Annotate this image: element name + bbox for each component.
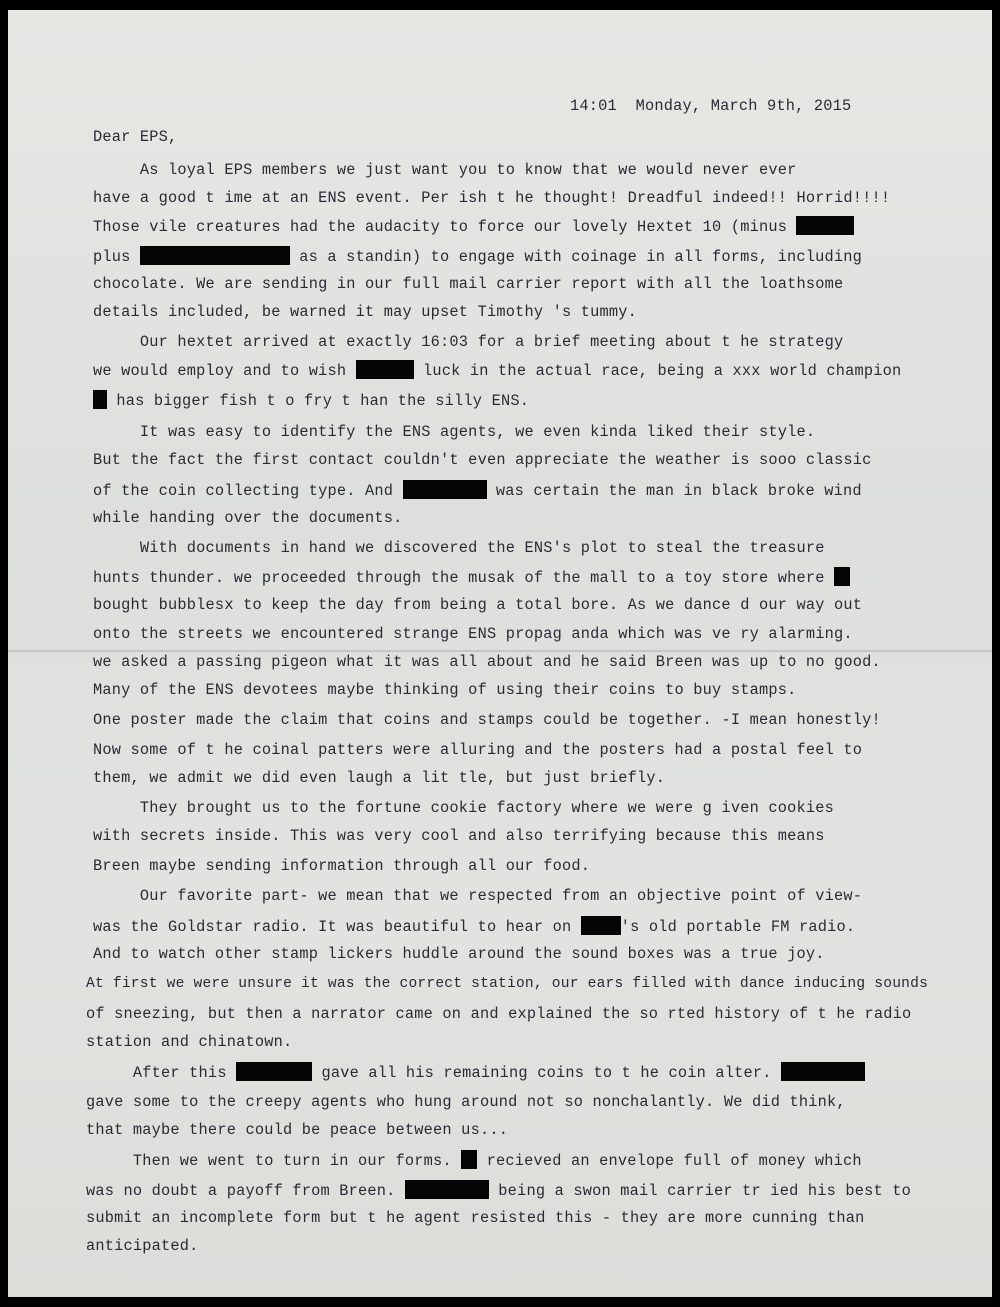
- letter-line: of sneezing, but then a narrator came on and explained the so rted history of t he radio: [86, 1005, 912, 1023]
- redaction-bar: [93, 390, 107, 409]
- letter-line: gave some to the creepy agents who hung around not so nonchalantly. We did think,: [86, 1093, 846, 1111]
- redaction-bar: [356, 360, 414, 379]
- redaction-bar: [461, 1150, 477, 1169]
- redaction-bar: [796, 216, 854, 235]
- letter-line: At first we were unsure it was the correct station, our ears filled with dance inducing sounds: [86, 976, 929, 992]
- letter-line: of the coin collecting type. And was certain the man in black broke wind: [93, 482, 862, 500]
- letter-line: As loyal EPS members we just want you to know that we would never ever: [93, 161, 797, 179]
- letter-line: plus as a standin) to engage with coinage in all forms, including: [93, 248, 863, 266]
- letter-salutation: Dear EPS,: [93, 128, 178, 146]
- letter-line: Now some of t he coinal patters were alluring and the posters had a postal feel to: [93, 741, 863, 759]
- letter-line: One poster made the claim that coins and stamps could be together. -I mean honestly!: [93, 711, 881, 729]
- letter-line: with secrets inside. This was very cool and also terrifying because this means: [93, 827, 825, 845]
- letter-line: was no doubt a payoff from Breen. being a swon mail carrier tr ied his best to: [86, 1182, 912, 1200]
- letter-line: onto the streets we encountered strange ENS propag anda which was ve ry alarming.: [93, 625, 853, 643]
- letter-line: has bigger fish t o fry t han the silly ENS.: [93, 390, 529, 411]
- letter-line: They brought us to the fortune cookie factory where we were g iven cookies: [93, 799, 834, 817]
- letter-line: chocolate. We are sending in our full mail carrier report with all the loathsome: [93, 275, 844, 293]
- letter-line: Breen maybe sending information through all our food.: [93, 857, 591, 875]
- letter-line: that maybe there could be peace between us...: [86, 1121, 509, 1139]
- letter-date: 14:01 Monday, March 9th, 2015: [570, 97, 852, 115]
- letter-line: Our favorite part- we mean that we respected from an objective point of view-: [93, 887, 863, 905]
- letter-line: And to watch other stamp lickers huddle around the sound boxes was a true joy.: [93, 945, 825, 963]
- letter-line: Those vile creatures had the audacity to force our lovely Hextet 10 (minus: [93, 216, 854, 237]
- letter-page: [8, 10, 992, 1297]
- letter-line: After this gave all his remaining coins to t he coin alter.: [86, 1062, 865, 1083]
- letter-line: Then we went to turn in our forms. recieved an envelope full of money which: [86, 1152, 862, 1170]
- letter-line: anticipated.: [86, 1237, 199, 1255]
- redaction-bar: [834, 567, 850, 586]
- letter-line: Many of the ENS devotees maybe thinking of using their coins to buy stamps.: [93, 681, 797, 699]
- letter-line: submit an incomplete form but t he agent resisted this - they are more cunning than: [86, 1209, 865, 1227]
- letter-line: details included, be warned it may upset Timothy 's tummy.: [93, 303, 638, 321]
- redaction-bar: [403, 480, 487, 499]
- letter-line: have a good t ime at an ENS event. Per ish t he thought! Dreadful indeed!! Horrid!!!!: [93, 189, 891, 207]
- letter-line: But the fact the first contact couldn't even appreciate the weather is sooo classic: [93, 451, 872, 469]
- letter-line: hunts thunder. we proceeded through the musak of the mall to a toy store where: [93, 567, 850, 588]
- letter-line: It was easy to identify the ENS agents, we even kinda liked their style.: [93, 423, 816, 441]
- letter-line: while handing over the documents.: [93, 509, 403, 527]
- letter-line: With documents in hand we discovered the ENS's plot to steal the treasure: [93, 539, 825, 557]
- letter-line: them, we admit we did even laugh a lit tle, but just briefly.: [93, 769, 666, 787]
- letter-line: station and chinatown.: [86, 1033, 293, 1051]
- letter-line: bought bubblesx to keep the day from being a total bore. As we dance d our way out: [93, 596, 863, 614]
- letter-line: was the Goldstar radio. It was beautiful to hear on 's old portable FM radio.: [93, 918, 856, 936]
- redaction-bar: [140, 246, 290, 265]
- redaction-bar: [405, 1180, 489, 1199]
- redaction-bar: [236, 1062, 312, 1081]
- letter-line: Our hextet arrived at exactly 16:03 for a brief meeting about t he strategy: [93, 333, 844, 351]
- redaction-bar: [581, 916, 621, 935]
- letter-line: we asked a passing pigeon what it was all about and he said Breen was up to no good.: [93, 653, 881, 671]
- letter-line: we would employ and to wish luck in the actual race, being a xxx world champion: [93, 362, 902, 380]
- redaction-bar: [781, 1062, 865, 1081]
